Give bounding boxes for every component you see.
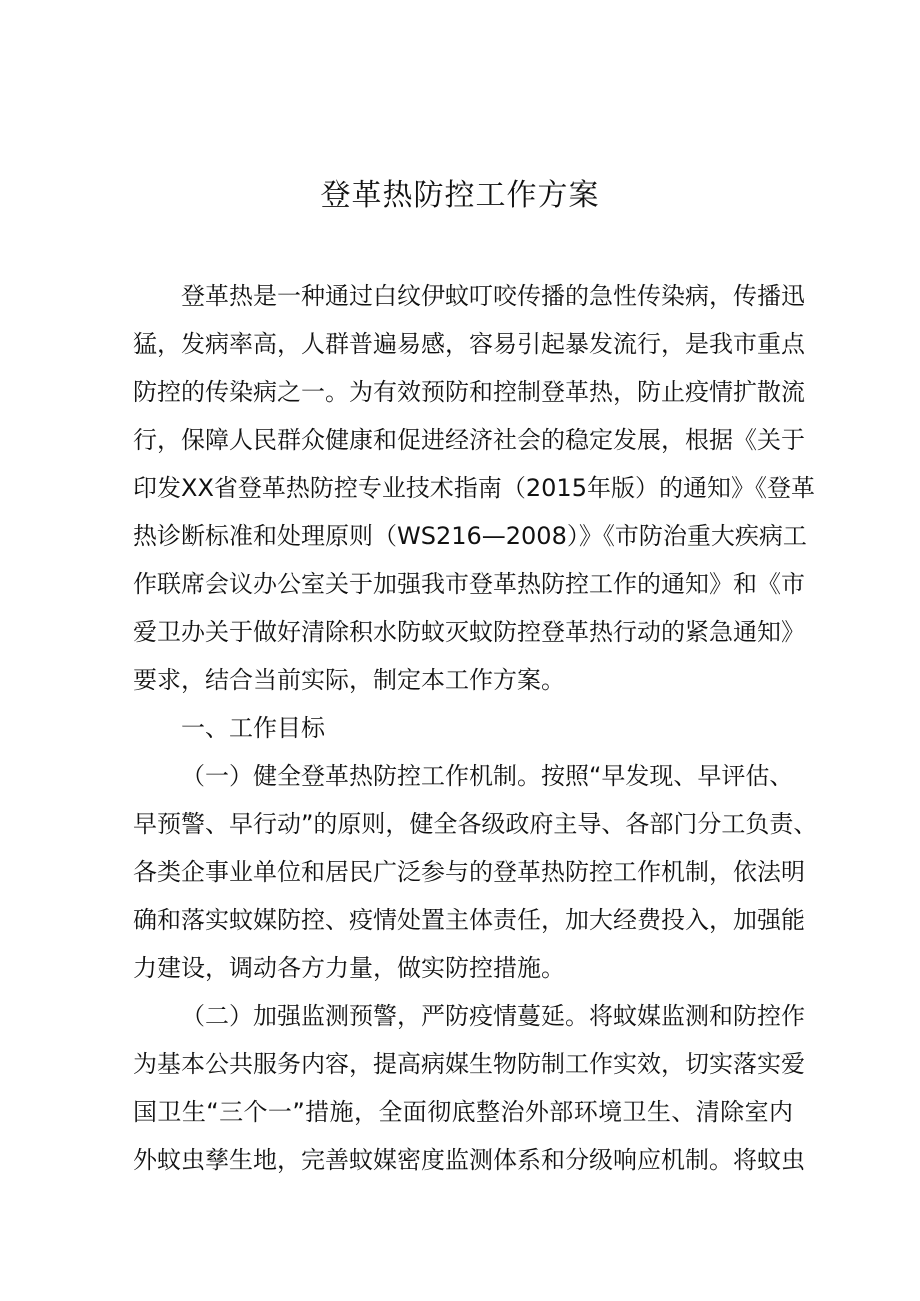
paragraph-line: 外蚊虫孳生地，完善蚊媒密度监测体系和分级响应机制。将蚊虫 <box>133 1146 805 1174</box>
paragraph-line: 行，保障人民群众健康和促进经济社会的稳定发展，根据《关于 <box>133 426 805 454</box>
paragraph-line: 确和落实蚊媒防控、疫情处置主体责任，加大经费投入，加强能 <box>133 906 805 934</box>
paragraph-line: 印发XX省登革热防控专业技术指南（2015年版）的通知》《登革 <box>133 474 815 502</box>
paragraph-line: 防控的传染病之一。为有效预防和控制登革热，防止疫情扩散流 <box>133 378 805 406</box>
section-heading: 一、工作目标 <box>181 714 325 742</box>
paragraph-line: 登革热是一种通过白纹伊蚊叮咬传播的急性传染病，传播迅 <box>181 282 805 310</box>
paragraph-line: 要求，结合当前实际，制定本工作方案。 <box>133 666 565 694</box>
paragraph-line: 为基本公共服务内容，提高病媒生物防制工作实效，切实落实爱 <box>133 1050 805 1078</box>
paragraph-line: 国卫生“三个一”措施，全面彻底整治外部环境卫生、清除室内 <box>133 1098 793 1126</box>
paragraph-line: （一）健全登革热防控工作机制。按照“早发现、早评估、 <box>181 762 794 790</box>
paragraph-line: 爱卫办关于做好清除积水防蚊灭蚊防控登革热行动的紧急通知》 <box>133 618 805 646</box>
paragraph-line: 力建设，调动各方力量，做实防控措施。 <box>133 954 565 982</box>
paragraph-line: 各类企事业单位和居民广泛参与的登革热防控工作机制，依法明 <box>133 858 805 886</box>
paragraph-line: 早预警、早行动”的原则，健全各级政府主导、各部门分工负责、 <box>133 810 818 838</box>
paragraph-line: （二）加强监测预警，严防疫情蔓延。将蚊媒监测和防控作 <box>181 1002 805 1030</box>
paragraph-line: 热诊断标准和处理原则（WS216—2008）》《市防治重大疾病工 <box>133 522 807 550</box>
paragraph-line: 猛，发病率高，人群普遍易感，容易引起暴发流行，是我市重点 <box>133 330 805 358</box>
paragraph-line: 作联席会议办公室关于加强我市登革热防控工作的通知》和《市 <box>133 570 805 598</box>
document-title: 登革热防控工作方案 <box>320 178 600 213</box>
